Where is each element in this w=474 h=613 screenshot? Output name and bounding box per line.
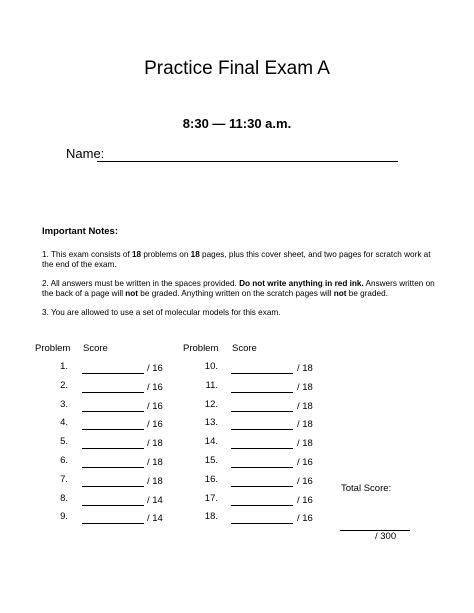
score-blank bbox=[82, 373, 144, 374]
problem-max-points: / 14 bbox=[147, 513, 163, 525]
score-blank bbox=[231, 486, 293, 487]
problem-number: 6. bbox=[60, 455, 68, 466]
problem-max-points: / 16 bbox=[147, 400, 163, 412]
name-line bbox=[97, 161, 398, 162]
problem-max-points: / 18 bbox=[297, 381, 313, 393]
score-blank bbox=[82, 523, 144, 524]
score-blank bbox=[231, 448, 293, 449]
score-blank bbox=[82, 505, 144, 506]
score-blank bbox=[231, 373, 293, 374]
score-blank bbox=[82, 448, 144, 449]
problem-number: 1. bbox=[60, 361, 68, 372]
problem-number: 15. bbox=[204, 455, 218, 466]
score-blank bbox=[82, 467, 144, 468]
score-blank bbox=[231, 523, 293, 524]
problem-max-points: / 18 bbox=[147, 438, 163, 450]
score-blank bbox=[82, 486, 144, 487]
problem-max-points: / 16 bbox=[147, 363, 163, 374]
problem-number: 16. bbox=[204, 473, 218, 485]
problem-number: 17. bbox=[204, 492, 218, 504]
notes-heading: Important Notes: bbox=[42, 226, 118, 237]
note-3: 3. You are allowed to use a set of molecular models for this exam. bbox=[42, 307, 281, 317]
problem-max-points: / 18 bbox=[297, 400, 313, 412]
problem-number: 14. bbox=[204, 436, 218, 448]
problem-max-points: / 16 bbox=[297, 457, 313, 468]
problem-max-points: / 16 bbox=[297, 494, 313, 506]
col-header-score: Score bbox=[232, 343, 257, 354]
total-score-label: Total Score: bbox=[341, 483, 392, 494]
score-blank bbox=[231, 392, 293, 393]
problem-max-points: / 18 bbox=[297, 363, 313, 374]
score-blank bbox=[82, 392, 144, 393]
score-blank bbox=[231, 411, 293, 412]
score-blank bbox=[82, 429, 144, 430]
name-label: Name: bbox=[66, 146, 105, 161]
problem-max-points: / 16 bbox=[147, 381, 163, 393]
problem-number: 11. bbox=[205, 379, 218, 391]
total-score-max: / 300 bbox=[375, 531, 397, 542]
note-1: 1. This exam consists of 18 problems on 18 pages, plus this cover sheet, and two pages for scratch work at the end of the exam. bbox=[42, 249, 431, 269]
problem-number: 3. bbox=[60, 398, 68, 410]
score-blank bbox=[231, 467, 293, 468]
problem-number: 7. bbox=[60, 473, 68, 485]
problem-number: 4. bbox=[60, 417, 68, 429]
problem-number: 18. bbox=[204, 511, 218, 523]
important-notes bbox=[42, 227, 442, 326]
col-header-score: Score bbox=[83, 343, 108, 354]
problem-max-points: / 16 bbox=[297, 475, 313, 487]
problem-number: 10. bbox=[204, 361, 218, 372]
problem-max-points: / 14 bbox=[147, 494, 163, 506]
problem-number: 13. bbox=[204, 417, 218, 429]
problem-max-points: / 18 bbox=[147, 457, 163, 468]
problem-number: 2. bbox=[60, 379, 68, 391]
problem-max-points: / 16 bbox=[147, 419, 163, 431]
problem-max-points: / 18 bbox=[297, 419, 313, 431]
score-blank bbox=[231, 505, 293, 506]
problem-max-points: / 18 bbox=[147, 475, 163, 487]
score-blank bbox=[82, 411, 144, 412]
col-header-problem: Problem bbox=[35, 343, 71, 354]
problem-max-points: / 16 bbox=[297, 513, 313, 525]
problem-number: 12. bbox=[204, 398, 218, 410]
col-header-problem: Problem bbox=[183, 343, 219, 354]
problem-number: 9. bbox=[60, 511, 68, 523]
page-title: Practice Final Exam A bbox=[144, 58, 330, 79]
exam-time: 8:30 — 11:30 a.m. bbox=[182, 116, 292, 131]
note-2: 2. All answers must be written in the spaces provided. Do not write anything in red ink. Answers written on the back of a page will not be graded. Anything written on the scratch pages will not be graded. bbox=[42, 278, 435, 298]
problem-number: 8. bbox=[60, 492, 68, 504]
problem-max-points: / 18 bbox=[297, 438, 313, 450]
problem-number: 5. bbox=[60, 436, 68, 448]
score-blank bbox=[231, 429, 293, 430]
